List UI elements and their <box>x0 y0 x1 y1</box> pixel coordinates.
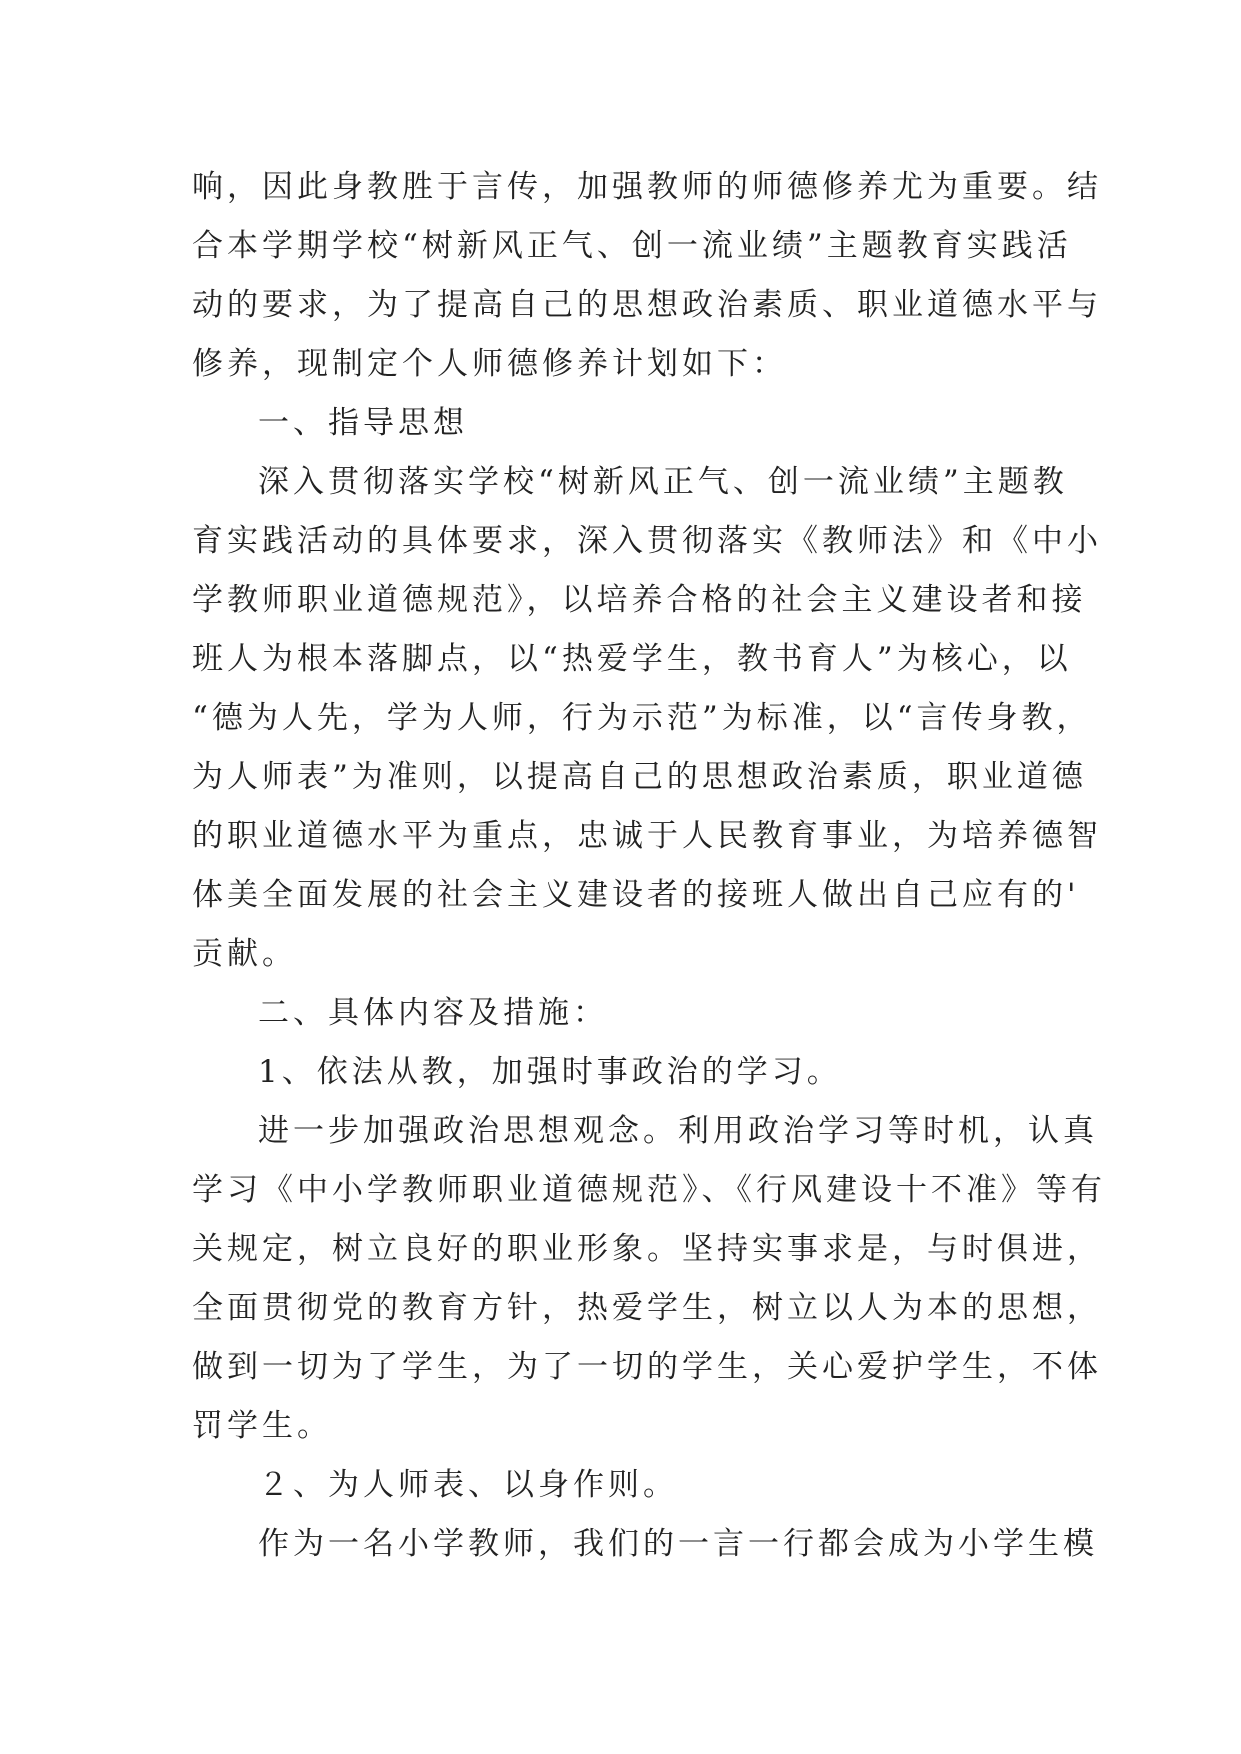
paragraph-line: 进一步加强政治思想观念。利用政治学习等时机，认真 <box>258 1113 1098 1149</box>
item-heading-law-based-teaching: 1、依法从教，加强时事政治的学习。 <box>258 1054 842 1090</box>
paragraph-line: 做到一切为了学生，为了一切的学生，关心爱护学生，不体 <box>192 1349 1102 1385</box>
paragraph-line: 深入贯彻落实学校“树新风正气、创一流业绩”主题教 <box>258 464 1068 500</box>
paragraph-line: 贡献。 <box>192 936 297 972</box>
paragraph-line: 罚学生。 <box>192 1408 332 1444</box>
paragraph-line: 为人师表”为准则，以提高自己的思想政治素质，职业道德 <box>192 759 1087 795</box>
paragraph-line: 动的要求，为了提高自己的思想政治素质、职业道德水平与 <box>192 287 1102 323</box>
paragraph-line: 修养，现制定个人师德修养计划如下： <box>192 346 787 382</box>
section-heading-guiding-thought: 一、指导思想 <box>258 405 468 441</box>
paragraph-line: 育实践活动的具体要求，深入贯彻落实《教师法》和《中小 <box>192 523 1102 559</box>
paragraph-line: 关规定，树立良好的职业形象。坚持实事求是，与时俱进， <box>192 1231 1102 1267</box>
paragraph-line: 学习《中小学教师职业道德规范》、《行风建设十不准》等有 <box>192 1172 1106 1208</box>
paragraph-line: “德为人先，学为人师，行为示范”为标准，以“言传身教， <box>192 700 1092 736</box>
paragraph-line: 全面贯彻党的教育方针，热爱学生，树立以人为本的思想， <box>192 1290 1102 1326</box>
paragraph-line: 的职业道德水平为重点，忠诚于人民教育事业，为培养德智 <box>192 818 1102 854</box>
paragraph-line: 班人为根本落脚点，以“热爱学生，教书育人”为核心，以 <box>192 641 1072 677</box>
paragraph-line: 响，因此身教胜于言传，加强教师的师德修养尤为重要。结 <box>192 169 1102 205</box>
paragraph-line: 合本学期学校“树新风正气、创一流业绩”主题教育实践活 <box>192 228 1072 264</box>
paragraph-line: 体美全面发展的社会主义建设者的接班人做出自己应有的' <box>192 877 1080 913</box>
item-heading-role-model: ２、为人师表、以身作则。 <box>258 1467 678 1503</box>
section-heading-measures: 二、具体内容及措施： <box>258 995 608 1031</box>
paragraph-line: 学教师职业道德规范》，以培养合格的社会主义建设者和接 <box>192 582 1087 618</box>
document-body <box>192 158 1106 1574</box>
paragraph-line: 作为一名小学教师，我们的一言一行都会成为小学生模 <box>258 1526 1098 1562</box>
